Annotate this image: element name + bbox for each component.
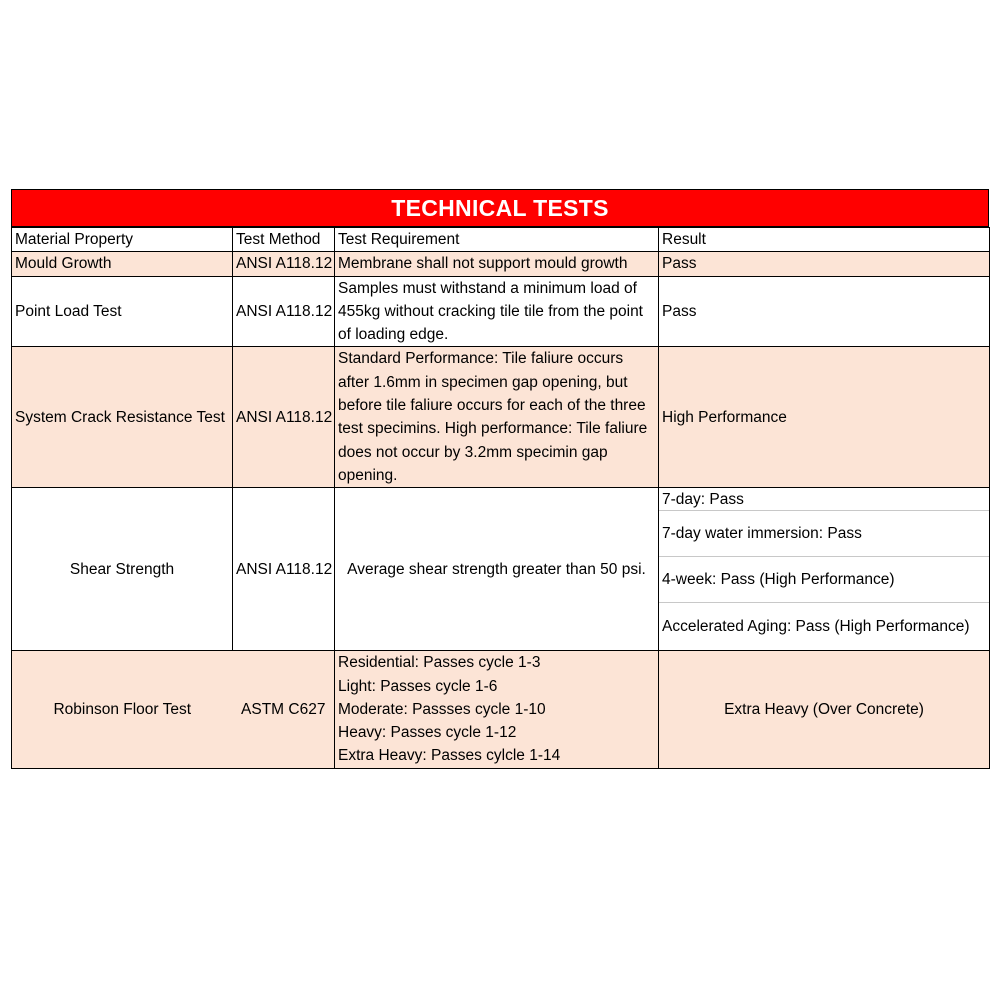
robinson-requirement-line: Heavy: Passes cycle 1-12	[338, 724, 517, 742]
table-title: TECHNICAL TESTS	[11, 189, 989, 227]
cell-requirement-list	[335, 651, 659, 768]
header-test-method: Test Method	[233, 228, 335, 252]
table-row-shear-strength	[12, 488, 990, 651]
cell-requirement: Membrane shall not support mould growth	[335, 252, 659, 276]
cell-method: ANSI A118.12	[233, 488, 335, 651]
robinson-requirement-line: Light: Passes cycle 1-6	[338, 677, 498, 695]
shear-result-line: 7-day: Pass	[659, 488, 989, 511]
table-row-point-load	[12, 276, 990, 347]
table-row-mould-growth	[12, 252, 990, 276]
shear-result-line: Accelerated Aging: Pass (High Performance)	[662, 618, 970, 636]
cell-requirement: Samples must withstand a minimum load of 455kg without cracking tile tile from the point of loading edge.	[335, 276, 659, 347]
table-row-robinson-floor	[12, 651, 990, 768]
shear-result-line: 4-week: Pass (High Performance)	[659, 557, 989, 603]
cell-method: ANSI A118.12	[233, 347, 335, 488]
header-row	[12, 228, 990, 252]
robinson-requirement-line: Extra Heavy: Passes cylcle 1-14	[338, 747, 561, 765]
technical-tests-sheet	[11, 189, 989, 769]
robinson-requirement-line: Residential: Passes cycle 1-3	[338, 654, 541, 672]
cell-method: ASTM C627	[233, 651, 335, 768]
cell-property: Shear Strength	[12, 488, 233, 651]
cell-method: ANSI A118.12	[233, 276, 335, 347]
cell-property: Point Load Test	[12, 276, 233, 347]
cell-result: Extra Heavy (Over Concrete)	[659, 651, 990, 768]
cell-requirement: Average shear strength greater than 50 psi.	[335, 488, 659, 651]
table-row-crack-resistance	[12, 347, 990, 488]
shear-result-line: 7-day water immersion: Pass	[659, 511, 989, 557]
cell-property: System Crack Resistance Test	[12, 347, 233, 488]
header-test-requirement: Test Requirement	[335, 228, 659, 252]
cell-result: High Performance	[659, 347, 990, 488]
cell-method: ANSI A118.12	[233, 252, 335, 276]
cell-property: Robinson Floor Test	[12, 651, 233, 768]
cell-requirement: Standard Performance: Tile faliure occurs after 1.6mm in specimen gap opening, but before tile faliure occurs for each of the three test specimins. High performance: Tile faliure does not occur by 3.2mm specimin gap opening.	[335, 347, 659, 488]
header-result: Result	[659, 228, 990, 252]
cell-result-stack	[659, 488, 990, 651]
cell-result: Pass	[659, 276, 990, 347]
technical-tests-table	[11, 227, 990, 769]
header-material-property: Material Property	[12, 228, 233, 252]
cell-property: Mould Growth	[12, 252, 233, 276]
robinson-requirement-line: Moderate: Passses cycle 1-10	[338, 700, 546, 718]
cell-result: Pass	[659, 252, 990, 276]
